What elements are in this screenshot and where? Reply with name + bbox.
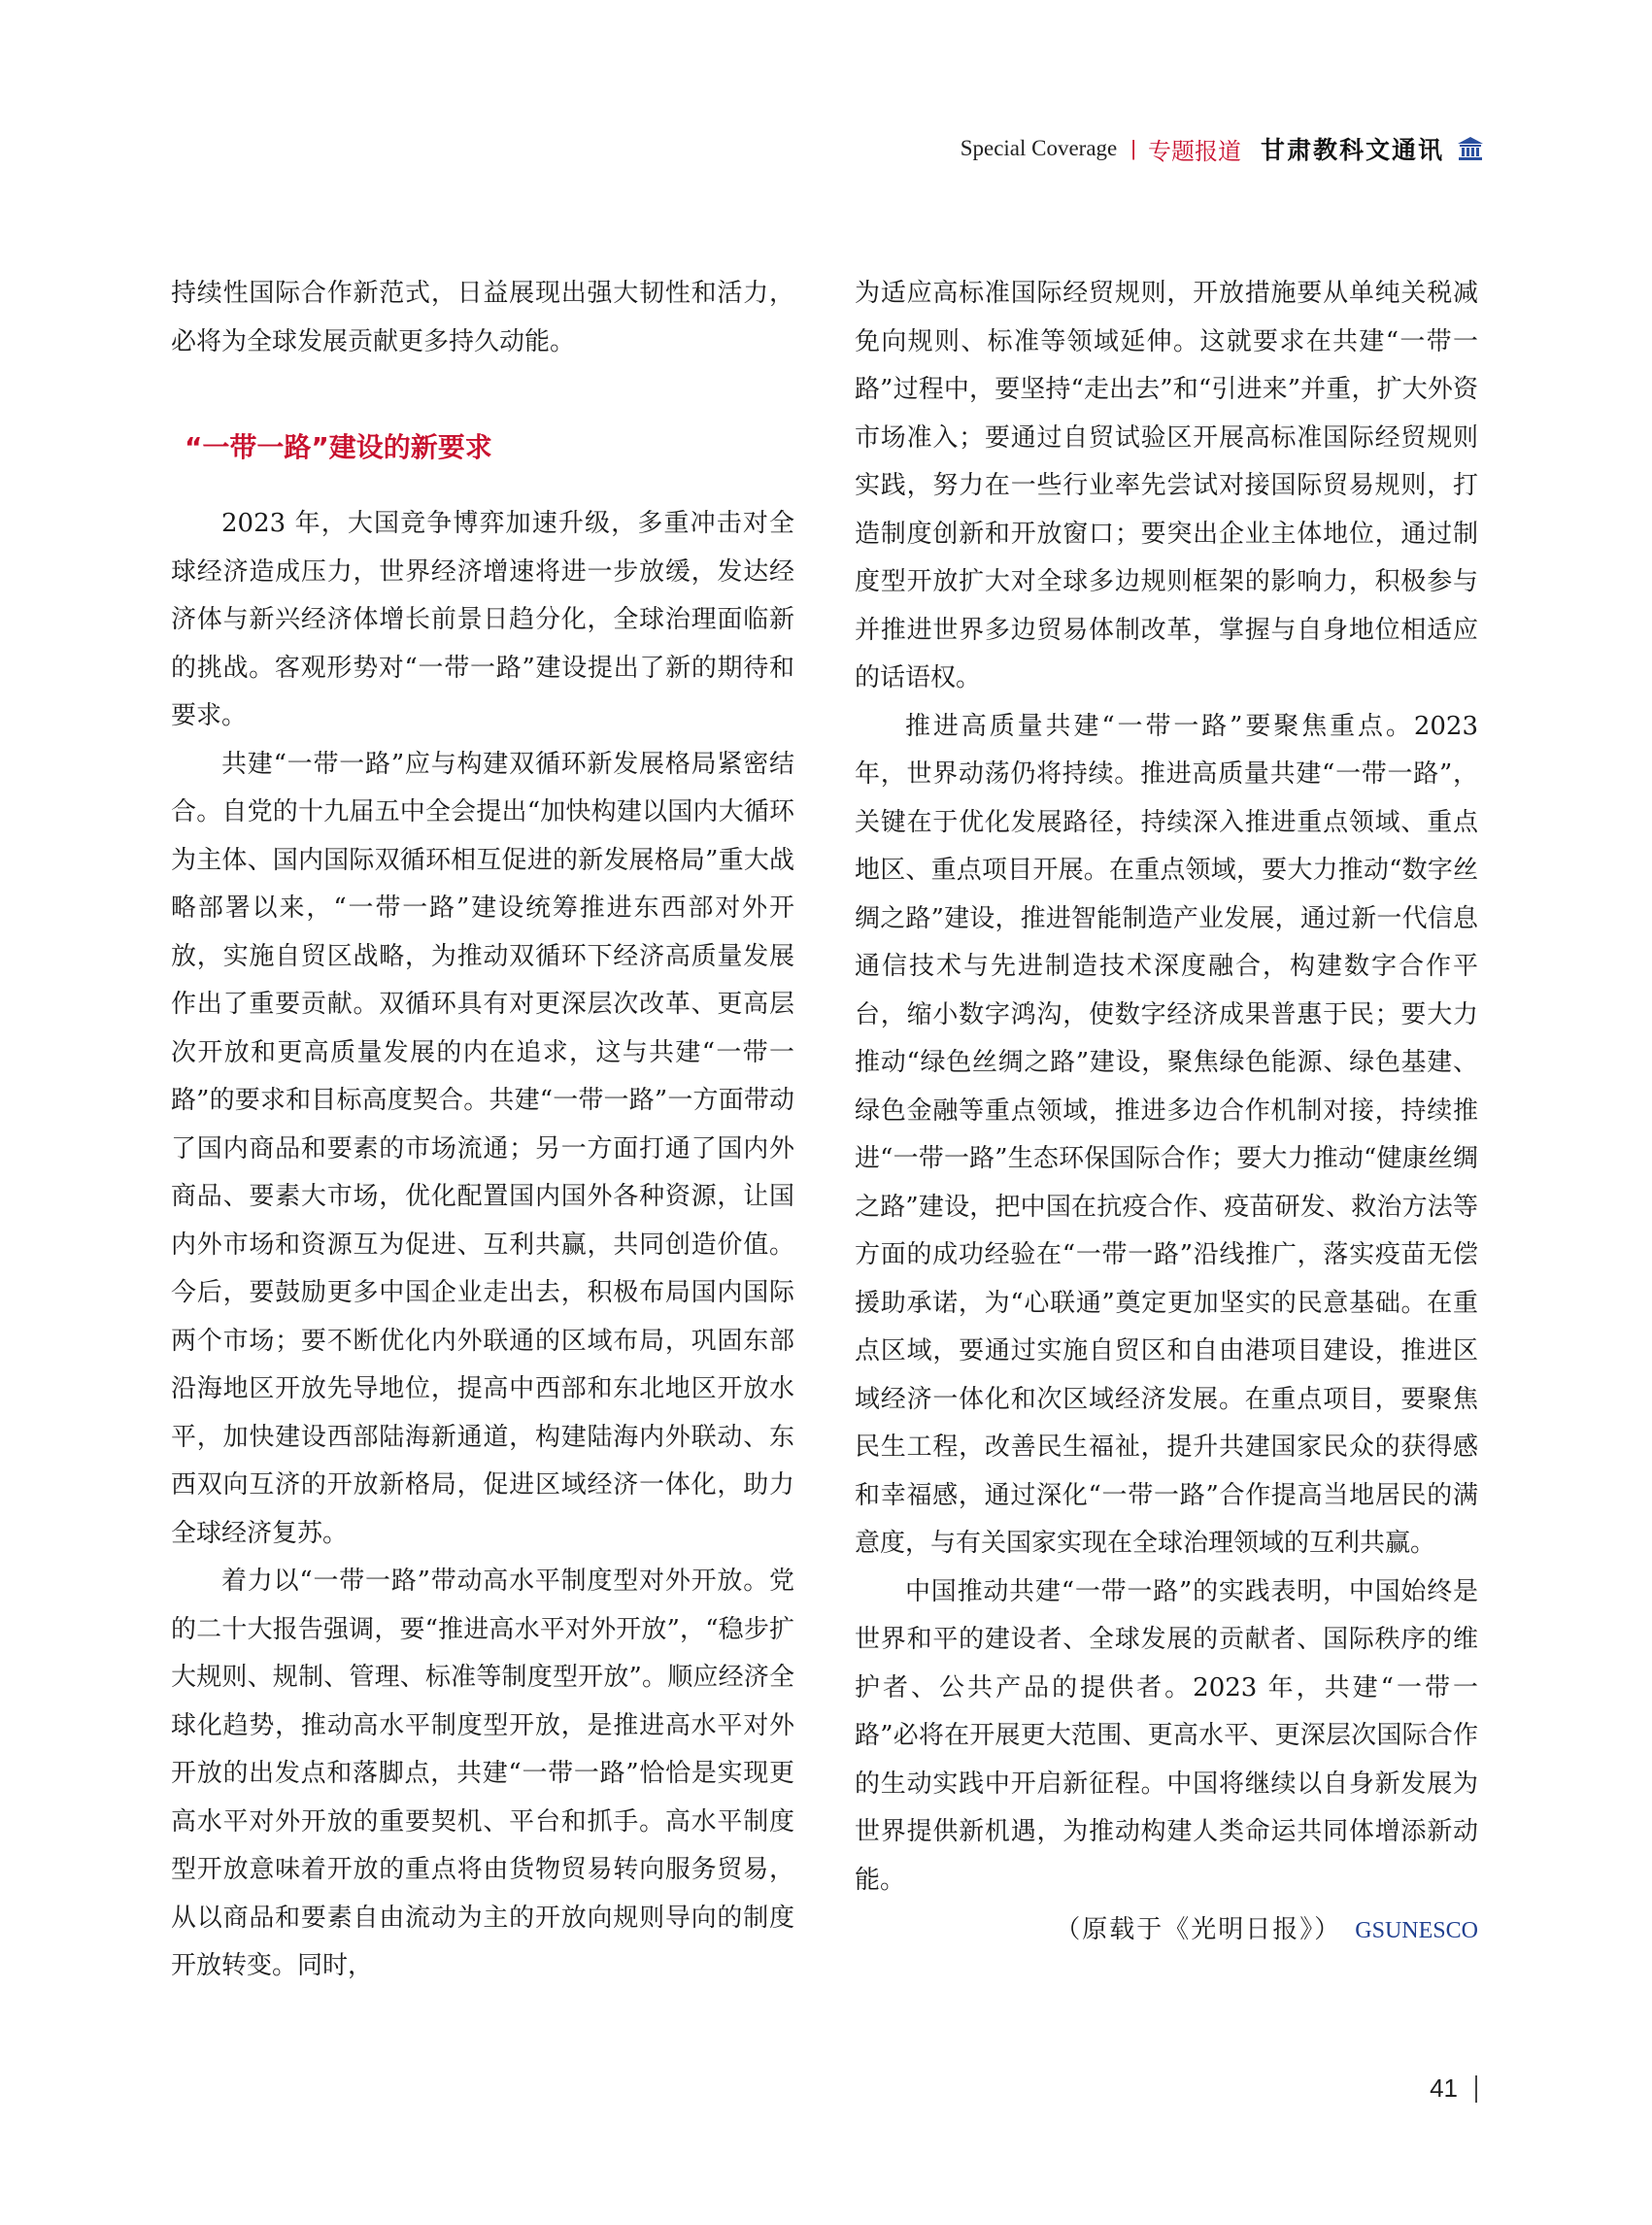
right-column: [855, 270, 1478, 1956]
paragraph: 共建“一带一路”应与构建双循环新发展格局紧密结合。自党的十九届五中全会提出“加快构建以国内大循环为主体、国内国际双循环相互促进的新发展格局”重大战略部署以来，“一带一路”建设统筹推进东西部对外开放，实施自贸区战略，为推动双循环下经济高质量发展作出了重要贡献。双循环具有对更深层次改革、更高层次开放和更高质量发展的内在追求，这与共建“一带一路”的要求和目标高度契合。共建“一带一路”一方面带动了国内商品和要素的市场流通；另一方面打通了国内外商品、要素大市场，优化配置国内国外各种资源，让国内外市场和资源互为促进、互利共赢，共同创造价值。今后，要鼓励更多中国企业走出去，积极布局国内国际两个市场；要不断优化内外联通的区域布局，巩固东部沿海地区开放先导地位，提高中西部和东北地区开放水平，加快建设西部陆海新通道，构建陆海内外联动、东西双向互济的开放新格局，促进区域经济一体化，助力全球经济复苏。: [171, 749, 794, 1548]
magazine-title: 甘肃教科文通讯: [1260, 136, 1444, 164]
page-number-bar: [1475, 2075, 1477, 2103]
paragraph: 中国推动共建“一带一路”的实践表明，中国始终是世界和平的建设者、全球发展的贡献者、国际秩序的维护者、公共产品的提供者。2023 年，共建“一带一路”必将在开展更大范围、更高水平、更深层次国际合作的生动实践中开启新征程。中国将继续以自身新发展为世界提供新机遇，为推动构建人类命运共同体增添新动能。: [855, 1576, 1478, 1895]
paragraph-continuation: 持续性国际合作新范式，日益展现出强大韧性和活力，必将为全球发展贡献更多持久动能。: [171, 279, 794, 356]
paragraph: 着力以“一带一路”带动高水平制度型对外开放。党的二十大报告强调，要“推进高水平对外开放”，“稳步扩大规则、规制、管理、标准等制度型开放”。顺应经济全球化趋势，推动高水平制度型开放，是推进高水平对外开放的出发点和落脚点，共建“一带一路”恰恰是实现更高水平对外开放的重要契机、平台和抓手。高水平制度型开放意味着开放的重点将由货物贸易转向服务贸易，从以商品和要素自由流动为主的开放向规则导向的制度开放转变。同时，: [171, 1567, 794, 1980]
unesco-temple-icon: [1456, 134, 1485, 163]
source-line: [855, 1906, 1478, 1956]
source-tag: GSUNESCO: [1355, 1918, 1478, 1943]
paragraph: 2023 年，大国竞争博弈加速升级，多重冲击对全球经济造成压力，世界经济增速将进一步放缓，发达经济体与新兴经济体增长前景日趋分化，全球治理面临新的挑战。客观形势对“一带一路”建设提出了新的期待和要求。: [171, 509, 794, 730]
left-column: [171, 270, 794, 1991]
section-label-en: Special Coverage: [960, 136, 1118, 160]
running-header: [961, 129, 1485, 168]
page-number: 41: [1430, 2073, 1458, 2103]
source-citation: （原载于《光明日报》）: [1055, 1915, 1342, 1944]
section-heading: “一带一路”建设的新要求: [185, 431, 492, 463]
paragraph: 推进高质量共建“一带一路”要聚焦重点。2023 年，世界动荡仍将持续。推进高质量共建“一带一路”，关键在于优化发展路径，持续深入推进重点领域、重点地区、重点项目开展。在重点领域，要大力推动“数字丝绸之路”建设，推进智能制造产业发展，通过新一代信息通信技术与先进制造技术深度融合，构建数字合作平台，缩小数字鸿沟，使数字经济成果普惠于民；要大力推动“绿色丝绸之路”建设，聚焦绿色能源、绿色基建、绿色金融等重点领域，推进多边合作机制对接，持续推进“一带一路”生态环保国际合作；要大力推动“健康丝绸之路”建设，把中国在抗疫合作、疫苗研发、救治方法等方面的成功经验在“一带一路”沿线推广，落实疫苗无偿援助承诺，为“心联通”奠定更加坚实的民意基础。在重点区域，要通过实施自贸区和自由港项目建设，推进区域经济一体化和次区域经济发展。在重点项目，要聚焦民生工程，改善民生福祉，提升共建国家民众的获得感和幸福感，通过深化“一带一路”合作提高当地居民的满意度，与有关国家实现在全球治理领域的互利共赢。: [855, 711, 1478, 1558]
paragraph-continuation: 为适应高标准国际经贸规则，开放措施要从单纯关税减免向规则、标准等领域延伸。这就要求在共建“一带一路”过程中，要坚持“走出去”和“引进来”并重，扩大外资市场准入；要通过自贸试验区开展高标准国际经贸规则实践，努力在一些行业率先尝试对接国际贸易规则，打造制度创新和开放窗口；要突出企业主体地位，通过制度型开放扩大对全球多边规则框架的影响力，积极参与并推进世界多边贸易体制改革，掌握与自身地位相适应的话语权。: [855, 279, 1478, 692]
header-separator: |: [1130, 136, 1136, 160]
section-label-cn: 专题报道: [1147, 137, 1241, 165]
page-number-block: [1430, 2073, 1477, 2104]
